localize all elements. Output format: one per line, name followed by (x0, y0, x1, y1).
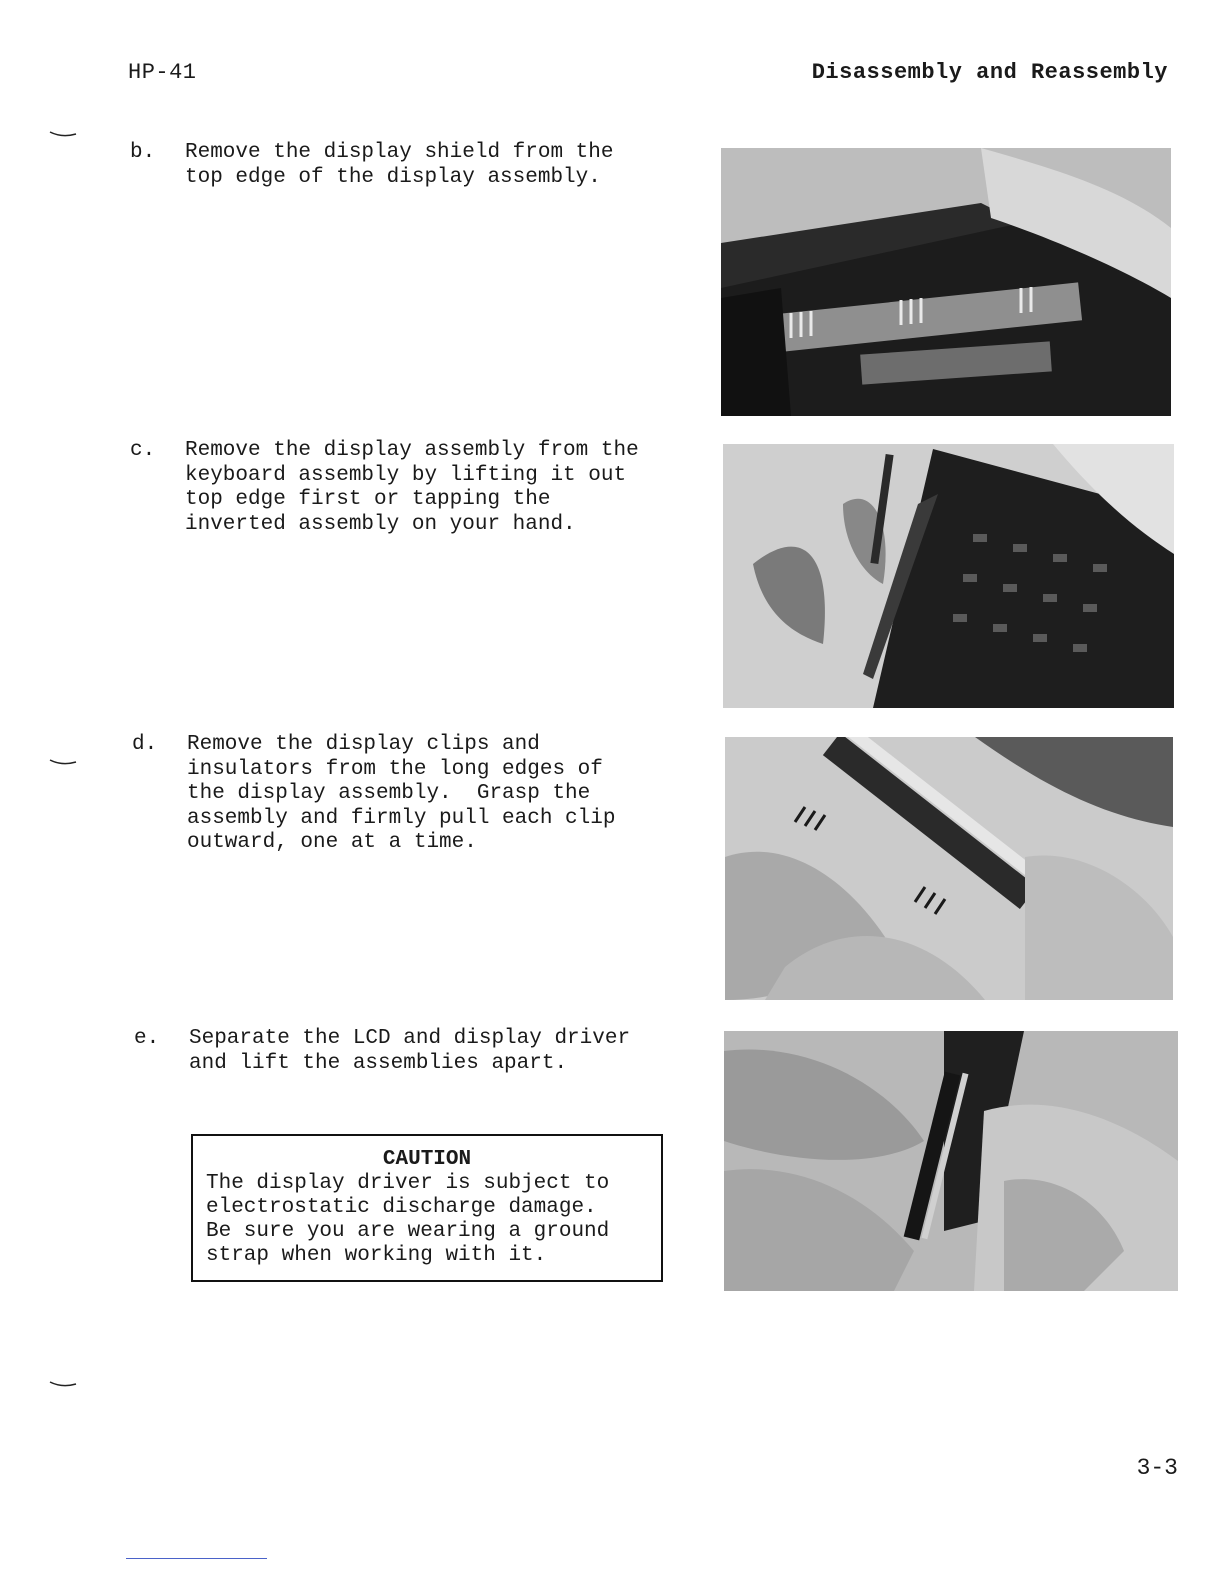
step-letter: d. (132, 733, 158, 756)
caution-box (191, 1134, 663, 1282)
caution-text: The display driver is subject to electrostatic discharge damage. Be sure you are wearing a ground strap when working with it. (206, 1172, 610, 1267)
binder-hole-mark (48, 758, 78, 766)
display-assembly-removal-photo (723, 444, 1174, 708)
footer-divider (126, 1558, 267, 1559)
binder-hole-mark (48, 1380, 78, 1388)
binder-hole-mark (48, 130, 78, 138)
step-text: Separate the LCD and display driver and lift the assemblies apart. (189, 1027, 631, 1075)
step-letter: b. (130, 141, 156, 164)
header-section-title: Disassembly and Reassembly (811, 60, 1168, 85)
step-letter: c. (130, 439, 156, 462)
display-clips-removal-photo (725, 737, 1173, 1000)
step-text: Remove the display clips and insulators from the long edges of the display assembly. Grasp the assembly and firmly pull each clip outward, one at a time. (187, 733, 616, 854)
step-letter: e. (134, 1027, 160, 1050)
step-text: Remove the display assembly from the keyboard assembly by lifting it out top edge first or tapping the inverted assembly on your hand. (185, 439, 639, 536)
header-model: HP-41 (128, 60, 197, 85)
caution-title: CAUTION (382, 1148, 472, 1171)
page-number: 3-3 (1136, 1455, 1178, 1481)
display-shield-removal-photo (721, 148, 1171, 416)
lcd-driver-separation-photo (724, 1031, 1178, 1291)
step-text: Remove the display shield from the top edge of the display assembly. (185, 141, 614, 189)
